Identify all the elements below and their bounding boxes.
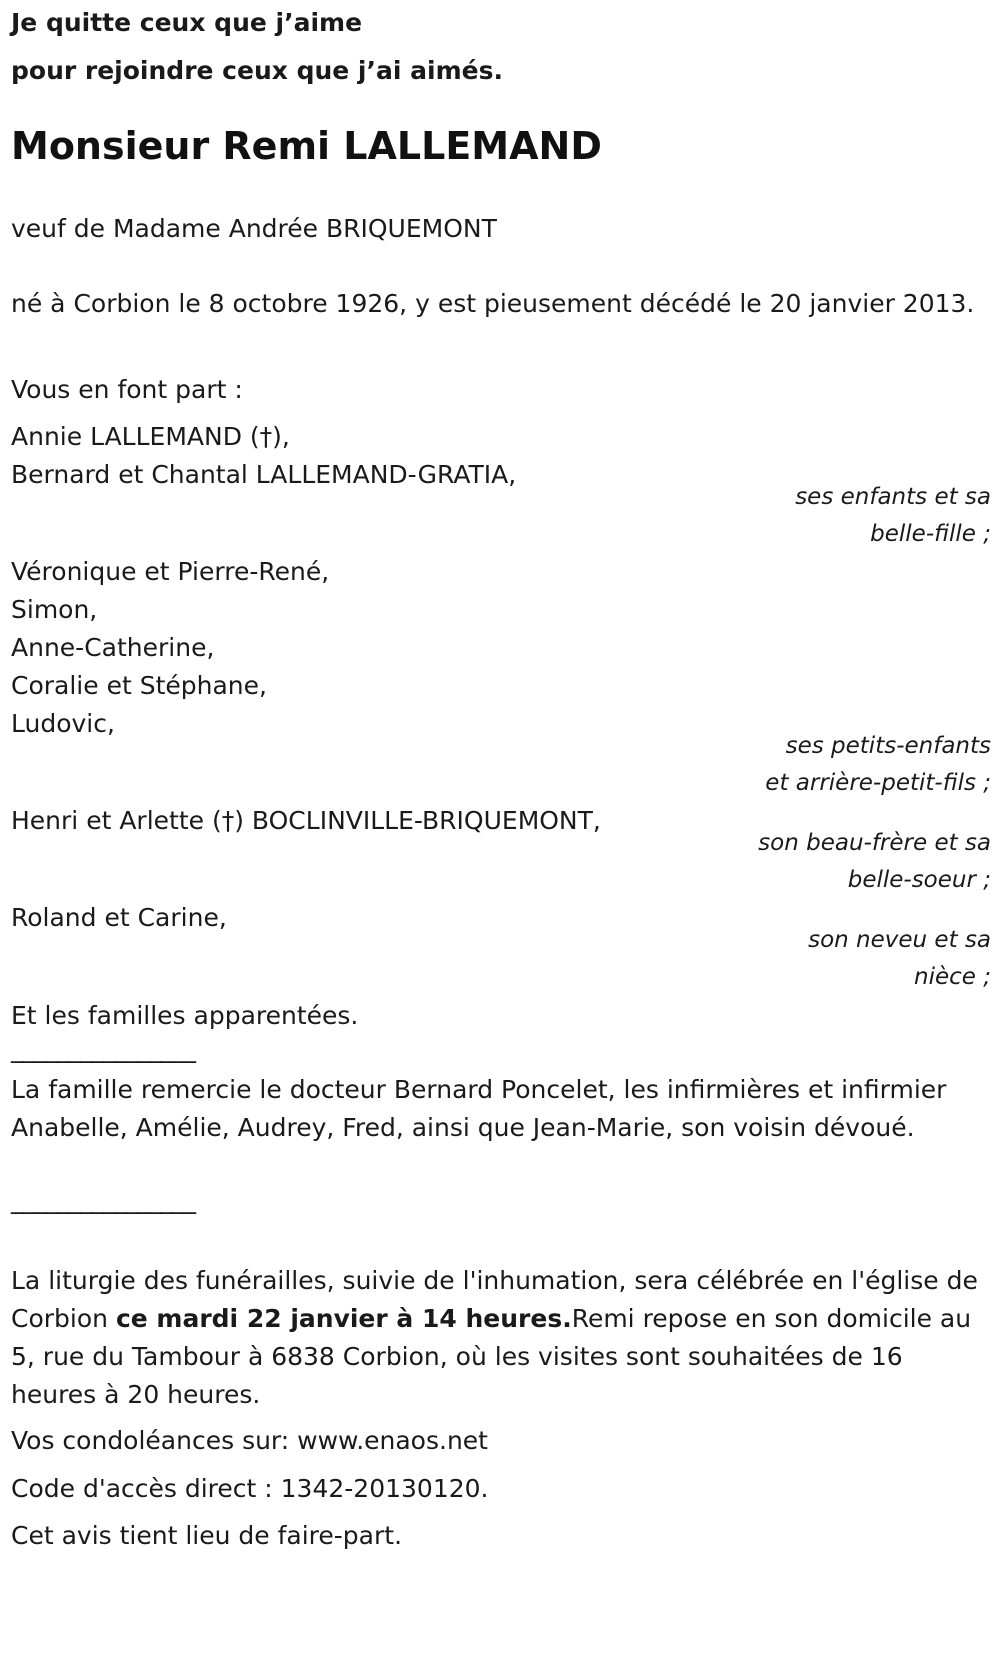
epigraph-line-2: pour rejoindre ceux que j’ai aimés. — [11, 56, 503, 85]
thanks-paragraph: La famille remercie le docteur Bernard Poncelet, les infirmières et infirmier Anabelle, Amélie, Audrey, Fred, ainsi que Jean-Marie, son voisin dévoué. — [11, 1075, 947, 1142]
families-line: Et les familles apparentées. — [11, 1001, 359, 1030]
children-line: Bernard et Chantal LALLEMAND-GRATIA, — [11, 460, 517, 489]
grandchild-line: Véronique et Pierre-René, — [11, 557, 330, 586]
epigraph-line-1: Je quitte ceux que j’aime — [11, 8, 363, 37]
grandchild-line: Simon, — [11, 595, 98, 624]
access-code-line: Code d'accès direct : 1342-20130120. — [11, 1474, 489, 1503]
deceased-name-title: Monsieur Remi LALLEMAND — [11, 124, 602, 168]
funeral-date-bold: ce mardi 22 janvier à 14 heures. — [115, 1304, 572, 1333]
notice-line: Cet avis tient lieu de faire-part. — [11, 1521, 403, 1550]
nephew-line: Roland et Carine, — [11, 903, 227, 932]
grandchildren-relation: ses petits-enfants — [785, 733, 991, 759]
grandchild-line: Ludovic, — [11, 709, 115, 738]
children-relation: ses enfants et sa — [795, 484, 991, 510]
funeral-text: La liturgie des funérailles, suivie de l'inhumation, sera célébrée en l'église de Corbion — [11, 1266, 978, 1333]
in-laws-line: Henri et Arlette (†) BOCLINVILLE-BRIQUEMONT, — [11, 806, 601, 835]
separator-rule: ________________ — [11, 1185, 195, 1214]
separator-rule: ________________ — [11, 1034, 195, 1063]
announce-line: Vous en font part : — [11, 375, 243, 404]
children-line: Annie LALLEMAND (†), — [11, 422, 290, 451]
birth-death-text: né à Corbion le 8 octobre 1926, y est pieusement décédé le 20 janvier 2013. — [11, 289, 975, 318]
in-laws-relation: son beau-frère et sa — [758, 830, 991, 856]
nephew-relation: son neveu et sa — [808, 927, 991, 953]
grandchild-line: Anne-Catherine, — [11, 633, 215, 662]
condolences-line: Vos condoléances sur: www.enaos.net — [11, 1426, 488, 1455]
spouse-line: veuf de Madame Andrée BRIQUEMONT — [11, 214, 497, 243]
grandchild-line: Coralie et Stéphane, — [11, 671, 267, 700]
nephew-relation: nièce ; — [914, 964, 991, 990]
children-relation: belle-fille ; — [870, 521, 991, 547]
in-laws-relation: belle-soeur ; — [847, 867, 991, 893]
grandchildren-relation: et arrière-petit-fils ; — [765, 770, 991, 796]
funeral-paragraph — [11, 1262, 986, 1414]
funeral-text: Remi repose en son domicile au 5, rue du Tambour à 6838 Corbion, où les visites sont souhaitées de 16 heures à 20 heures. — [11, 1304, 972, 1409]
